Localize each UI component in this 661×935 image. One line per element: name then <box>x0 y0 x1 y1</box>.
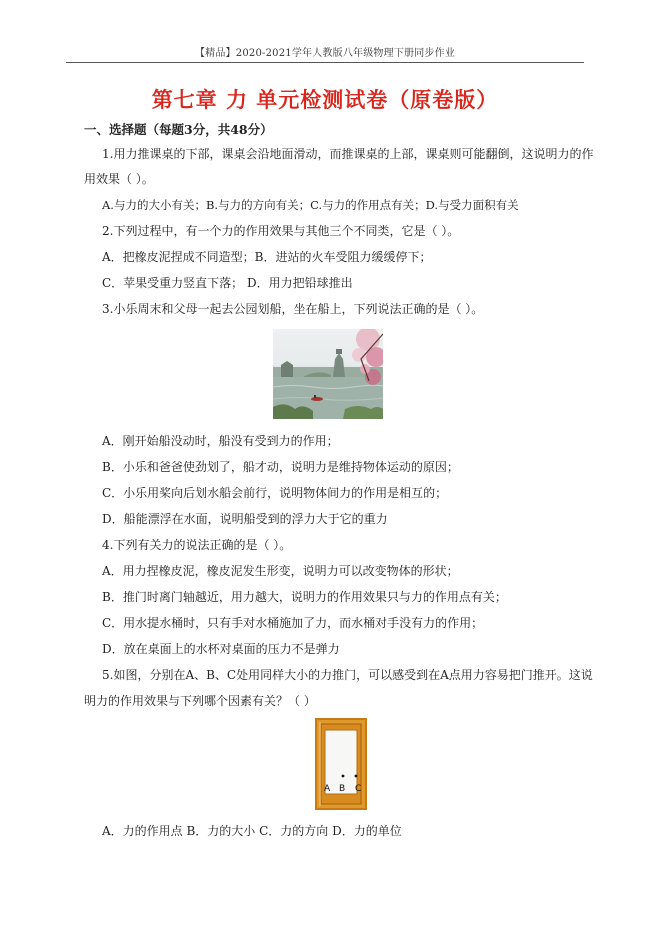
q2-stem: 2.下列过程中，有一个力的作用效果与其他三个不同类，它是（ ）。 <box>102 224 460 238</box>
section-heading: 一、选择题（每题3分，共48分） <box>84 122 273 137</box>
q4-option-b: B．推门时离门轴越近，用力越大，说明力的作用效果只与力的作用点有关； <box>102 590 507 604</box>
q5-stem-line2: 明力的作用效果与下列哪个因素有关？（ ） <box>84 694 316 708</box>
q3-stem: 3.小乐周末和父母一起去公园划船，坐在船上，下列说法正确的是（ ）。 <box>102 302 484 316</box>
door-label-a: A <box>324 784 331 794</box>
q4-option-a: A．用力捏橡皮泥，橡皮泥发生形变，说明力可以改变物体的形状； <box>102 564 459 578</box>
door-label-b: B <box>339 784 346 794</box>
q3-option-b: B．小乐和爸爸使劲划了，船才动，说明力是维持物体运动的原因； <box>102 460 459 474</box>
q1-stem-line1: 1.用力推课桌的下部，课桌会沿地面滑动，而推课桌的上部，课桌则可能翻倒，这说明力的作 <box>102 147 594 161</box>
q4-option-d: D．放在桌面上的水杯对桌面的压力不是弹力 <box>102 642 340 656</box>
q5-options: A．力的作用点 B．力的大小 C．力的方向 D．力的单位 <box>102 824 402 838</box>
q2-option-cd: C．苹果受重力竖直下落； D．用力把铅球推出 <box>102 276 353 290</box>
q4-option-c: C．用水提水桶时，只有手对水桶施加了力，而水桶对手没有力的作用； <box>102 616 484 630</box>
q3-option-a: A．刚开始船没动时，船没有受到力的作用； <box>102 434 339 448</box>
q5-stem-line1: 5.如图，分别在A、B、C处用同样大小的力推门，可以感受到在A点用力容易把门推开。这说 <box>102 668 593 682</box>
door-diagram-icon <box>315 718 367 810</box>
q4-stem: 4.下列有关力的说法正确的是（ ）。 <box>102 538 292 552</box>
header-rule <box>66 62 584 63</box>
lake-boat-photo-icon <box>273 329 383 419</box>
q3-option-c: C．小乐用桨向后划水船会前行，说明物体间力的作用是相互的； <box>102 486 448 500</box>
q1-options: A.与力的大小有关；B.与力的方向有关；C.与力的作用点有关；D.与受力面积有关 <box>102 198 519 212</box>
q2-option-ab: A．把橡皮泥捏成不同造型；B．进站的火车受阻力缓缓停下； <box>102 250 432 264</box>
page-header: 【精品】2020-2021学年人教版八年级物理下册同步作业 <box>194 48 456 59</box>
q3-option-d: D．船能漂浮在水面，说明船受到的浮力大于它的重力 <box>102 512 388 526</box>
q1-stem-line2: 用效果（ ）。 <box>84 172 154 186</box>
door-label-c: C <box>355 784 362 794</box>
page-title: 第七章 力 单元检测试卷（原卷版） <box>151 87 499 112</box>
